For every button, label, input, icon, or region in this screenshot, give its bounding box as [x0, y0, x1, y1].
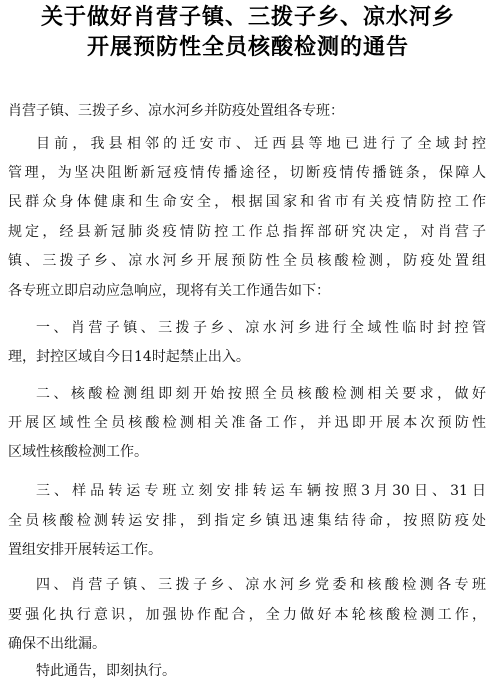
paragraph-1-line-5: 镇、三拨子乡、凉水河乡开展预防性全员核酸检测，防疫处置组 [8, 253, 486, 269]
paragraph-2-line-2: 理，封控区域自今日14时起禁止出入。 [8, 349, 250, 365]
salutation: 肖营子镇、三拨子乡、凉水河乡并防疫处置组各专班： [8, 103, 344, 119]
paragraph-5-line-3: 确保不出纰漏。 [8, 636, 106, 652]
paragraph-4-line-1: 三、样品转运专班立刻安排转运车辆按照3月30日、31日 [36, 483, 486, 499]
notice-title-line-1: 关于做好肖营子镇、三拨子乡、凉水河乡 [40, 4, 455, 30]
paragraph-5-line-1: 四、肖营子镇、三拨子乡、凉水河乡党委和核酸检测各专班 [36, 577, 486, 593]
paragraph-1-line-1: 目前，我县相邻的迁安市、迁西县等地已进行了全域封控 [36, 136, 486, 152]
paragraph-3-line-3: 区域性核酸检测工作。 [8, 444, 148, 460]
paragraph-1-line-2: 管理，为坚决阻断新冠疫情传播途径，切断疫情传播链条，保障人 [8, 165, 486, 181]
paragraph-4-line-2: 全员核酸检测转运安排，到指定乡镇迅速集结待命，按照防疫处 [8, 513, 486, 529]
notice-title-line-2: 开展预防性全员核酸检测的通告 [86, 34, 409, 60]
paragraph-4-line-3: 置组安排开展转运工作。 [8, 542, 162, 558]
paragraph-5-line-2: 要强化执行意识，加强协作配合，全力做好本轮核酸检测工作， [8, 607, 486, 623]
closing-line: 特此通告，即刻执行。 [36, 663, 176, 679]
paragraph-1-line-6: 各专班立即启动应急响应，现将有关工作通告如下： [8, 283, 330, 299]
paragraph-3-line-2: 开展区域性全员核酸检测相关准备工作，并迅即开展本次预防性 [8, 415, 486, 431]
paragraph-2-line-1: 一、肖营子镇、三拨子乡、凉水河乡进行全域性临时封控管 [36, 320, 486, 336]
paragraph-1-line-4: 规定，经县新冠肺炎疫情防控工作总指挥部研究决定，对肖营子 [8, 224, 486, 240]
paragraph-3-line-1: 二、核酸检测组即刻开始按照全员核酸检测相关要求，做好 [36, 386, 486, 402]
paragraph-1-line-3: 民群众身体健康和生命安全，根据国家和省市有关疫情防控工作 [8, 194, 486, 210]
